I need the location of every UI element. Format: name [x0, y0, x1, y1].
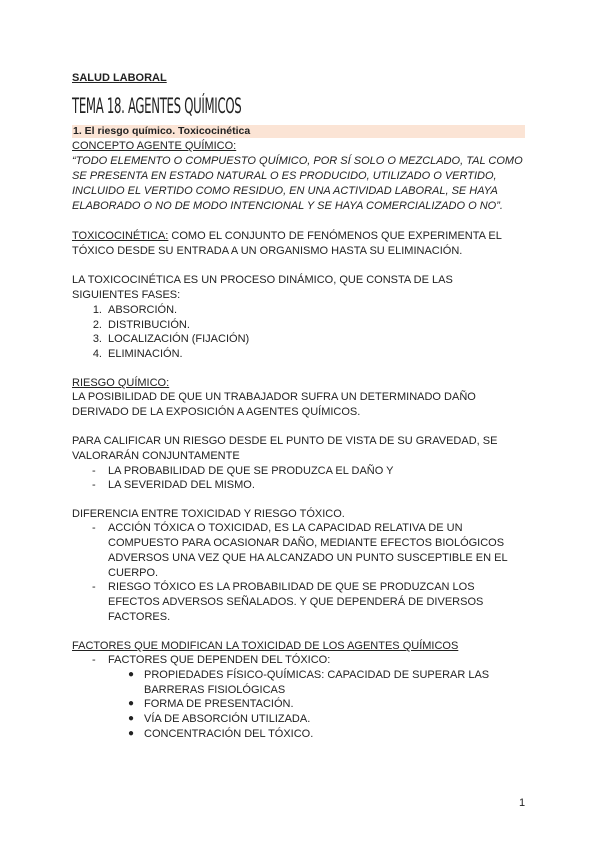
diferencia-item-1-line-1: ACCIÓN TÓXICA O TOXICIDAD, ES LA CAPACIDAD RELATIVA DE UN [108, 522, 463, 534]
factor-bullet: FORMA DE PRESENTACIÓN. [144, 698, 294, 710]
phase-item: ABSORCIÓN. [108, 304, 178, 316]
factor-bullet: VÍA DE ABSORCIÓN UTILIZADA. [144, 713, 311, 725]
phase-item: ELIMINACIÓN. [108, 348, 183, 360]
dash-marker: - [92, 479, 96, 491]
factor-bullet-1-line-1: PROPIEDADES FÍSICO-QUÍMICAS: CAPACIDAD DE SUPERAR LAS [144, 669, 490, 681]
phase-number: 3. [92, 333, 102, 345]
phase-number: 2. [92, 319, 102, 331]
dash-marker: - [92, 654, 96, 666]
diferencia-heading: DIFERENCIA ENTRE TOXICIDAD Y RIESGO TÓXICO. [72, 508, 345, 520]
quote-line-1: “TODO ELEMENTO O COMPUESTO QUÍMICO, POR SÍ SOLO O MEZCLADO, TAL COMO [72, 155, 523, 167]
document-header: SALUD LABORAL [72, 72, 167, 84]
riesgo-def-2: DERIVADO DE LA EXPOSICIÓN A AGENTES QUÍMICOS. [72, 406, 361, 418]
diferencia-item-1-line-3: ADVERSOS UNA VEZ QUE HA ALCANZADO UN PUNTO SUSCEPTIBLE EN EL [108, 552, 508, 564]
bullet-marker: ● [128, 669, 135, 680]
phase-number: 1. [92, 304, 102, 316]
diferencia-item-2-line-3: FACTORES. [108, 611, 171, 623]
diferencia-item-1-line-2: COMPUESTO PARA OCASIONAR DAÑO, MEDIANTE EFECTOS BIOLÓGICOS [108, 537, 505, 549]
calificar-line-1: PARA CALIFICAR UN RIESGO DESDE EL PUNTO DE VISTA DE SU GRAVEDAD, SE [72, 435, 498, 447]
toxicocinetica-term: TOXICOCINÉTICA: [72, 230, 169, 242]
riesgo-item: LA PROBABILIDAD DE QUE SE PRODUZCA EL DAÑO Y [108, 465, 394, 477]
calificar-line-2: VALORARÁN CONJUNTAMENTE [72, 450, 240, 462]
factor-bullet-1-line-2: BARRERAS FISIOLÓGICAS [144, 684, 286, 696]
factores-sub: FACTORES QUE DEPENDEN DEL TÓXICO: [108, 654, 331, 666]
dash-marker: - [92, 581, 96, 593]
toxicocinetica-def: COMO EL CONJUNTO DE FENÓMENOS QUE EXPERIMENTA EL [168, 230, 502, 242]
bullet-marker: ● [128, 713, 135, 724]
riesgo-def-1: LA POSIBILIDAD DE QUE UN TRABAJADOR SUFRA UN DETERMINADO DAÑO [72, 391, 476, 403]
phase-item: LOCALIZACIÓN (FIJACIÓN) [108, 333, 250, 345]
dash-marker: - [92, 465, 96, 477]
riesgo-item: LA SEVERIDAD DEL MISMO. [108, 479, 255, 491]
section-heading: 1. El riesgo químico. Toxicocinética [73, 125, 251, 137]
diferencia-item-2-line-1: RIESGO TÓXICO ES LA PROBABILIDAD DE QUE SE PRODUZCAN LOS [108, 581, 475, 593]
diferencia-item-2-line-2: EFECTOS ADVERSOS SEÑALADOS. Y QUE DEPENDERÁ DE DIVERSOS [108, 596, 484, 608]
toxicocinetica-intro-1: LA TOXICOCINÉTICA ES UN PROCESO DINÁMICO, QUE CONSTA DE LAS [72, 274, 453, 286]
toxicocinetica-line-2: TÓXICO DESDE SU ENTRADA A UN ORGANISMO HASTA SU ELIMINACIÓN. [72, 245, 463, 257]
quote-line-2: SE PRESENTA EN ESTADO NATURAL O ES PRODUCIDO, UTILIZADO O VERTIDO, [72, 170, 497, 182]
toxicocinetica-intro-2: SIGUIENTES FASES: [72, 289, 181, 301]
dash-marker: - [92, 522, 96, 534]
page-number: 1 [519, 797, 526, 809]
bullet-marker: ● [128, 728, 135, 739]
riesgo-heading: RIESGO QUÍMICO: [72, 377, 170, 389]
phase-number: 4. [92, 348, 102, 360]
phase-item: DISTRIBUCIÓN. [108, 319, 190, 331]
concepto-heading: CONCEPTO AGENTE QUÍMICO: [72, 140, 237, 152]
document-title: TEMA 18. AGENTES QUÍMICOS [72, 94, 242, 118]
factores-heading: FACTORES QUE MODIFICAN LA TOXICIDAD DE LOS AGENTES QUÍMICOS [72, 640, 459, 652]
quote-line-3: INCLUIDO EL VERTIDO COMO RESIDUO, EN UNA ACTIVIDAD LABORAL, SE HAYA [72, 185, 498, 197]
quote-line-4: ELABORADO O NO DE MODO INTENCIONAL Y SE HAYA COMERCIALIZADO O NO”. [72, 200, 503, 212]
toxicocinetica-line-1 [72, 229, 502, 244]
factor-bullet: CONCENTRACIÓN DEL TÓXICO. [144, 728, 314, 740]
diferencia-item-1-line-4: CUERPO. [108, 567, 159, 579]
bullet-marker: ● [128, 698, 135, 709]
